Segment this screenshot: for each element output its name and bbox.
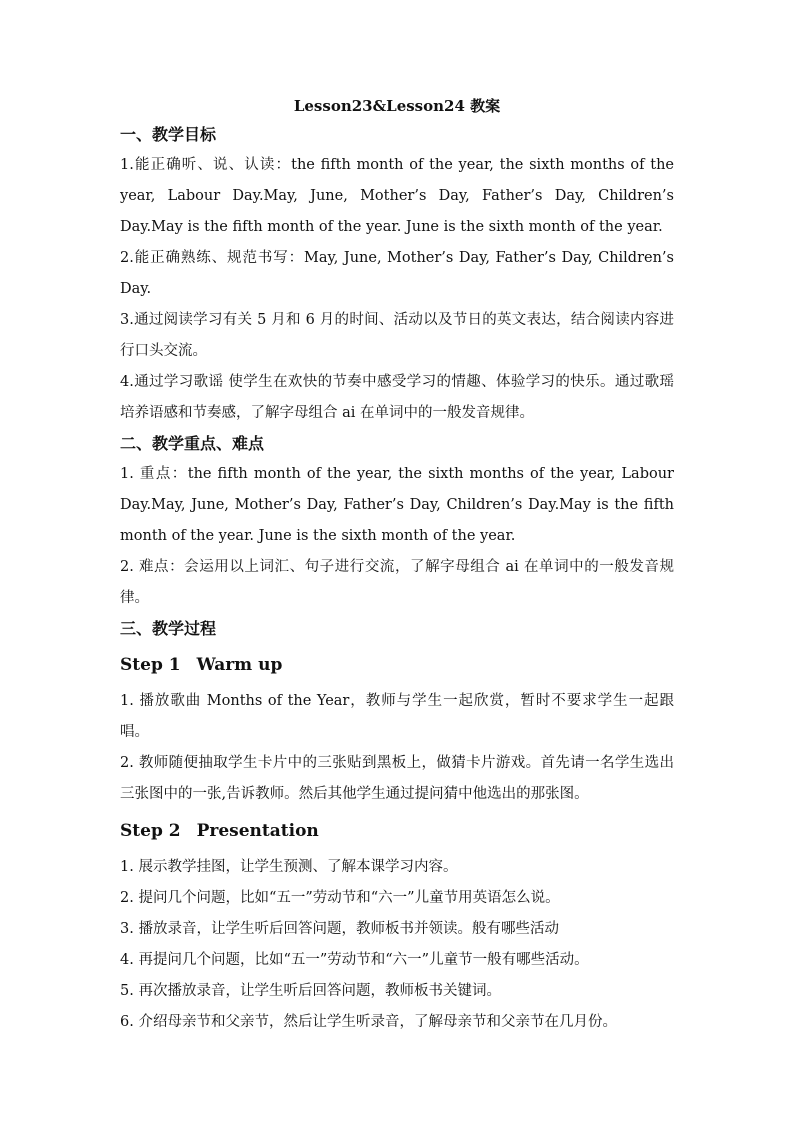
- objective-item-3: 3.通过阅读学习有关 5 月和 6 月的时间、活动以及节日的英文表达，结合阅读内容进行口头交流。: [120, 312, 674, 359]
- step2-item-2: 2. 提问几个问题，比如“五一”劳动节和“六一”儿童节用英语怎么说。: [120, 890, 560, 906]
- step-label: Step 2: [120, 821, 181, 841]
- step2-item-6: 6. 介绍母亲节和父亲节，然后让学生听录音，了解母亲节和父亲节在几月份。: [120, 1014, 617, 1030]
- objective-item-1: 1.能正确听、说、认读：the fifth month of the year, the sixth months of the year, Labour Day.May, June, Mother’s Day, Father’s Day, Children’s Day.May is the fifth month of the year. June is the sixth month of the year.: [120, 157, 674, 235]
- step-label: Step 1: [120, 655, 181, 675]
- section-heading-objectives: 一、教学目标: [120, 125, 217, 144]
- step-name: Presentation: [196, 821, 319, 841]
- step2-item-4: 4. 再提问几个问题，比如“五一”劳动节和“六一”儿童节一般有哪些活动。: [120, 952, 589, 968]
- key-point-item-1: 1. 重点：the fifth month of the year, the sixth months of the year, Labour Day.May, June, Mother’s Day, Father’s Day, Children’s Day.May is the fifth month of the year. June is the sixth month of the year.: [120, 466, 674, 544]
- step1-item-2: 2. 教师随便抽取学生卡片中的三张贴到黑板上，做猜卡片游戏。首先请一名学生选出三张图中的一张,告诉教师。然后其他学生通过提问猜中他选出的那张图。: [120, 755, 674, 802]
- step2-item-3: 3. 播放录音，让学生听后回答问题，教师板书并领读。般有哪些活动: [120, 921, 559, 937]
- section-heading-process: 三、教学过程: [120, 619, 217, 638]
- step-heading-1: [120, 644, 674, 686]
- section-heading-key-points: 二、教学重点、难点: [120, 434, 265, 453]
- step1-item-1: 1. 播放歌曲 Months of the Year，教师与学生一起欣赏，暂时不要求学生一起跟唱。: [120, 693, 674, 740]
- key-point-item-2: 2. 难点：会运用以上词汇、句子进行交流，了解字母组合 ai 在单词中的一般发音规律。: [120, 559, 674, 606]
- objective-item-4: 4.通过学习歌谣 使学生在欢快的节奏中感受学习的情趣、体验学习的快乐。通过歌瑶培养语感和节奏感，了解字母组合 ai 在单词中的一般发音规律。: [120, 374, 674, 421]
- document-title: Lesson23&Lesson24 教案: [293, 97, 501, 115]
- step2-item-1: 1. 展示教学挂图，让学生预测、了解本课学习内容。: [120, 859, 458, 875]
- document-body: [120, 92, 674, 1038]
- step2-item-5: 5. 再次播放录音，让学生听后回答问题，教师板书关键词。: [120, 983, 501, 999]
- step-heading-2: [120, 810, 674, 852]
- step-name: Warm up: [196, 655, 283, 675]
- objective-item-2: 2.能正确熟练、规范书写：May, June, Mother’s Day, Father’s Day, Children’s Day.: [120, 250, 674, 297]
